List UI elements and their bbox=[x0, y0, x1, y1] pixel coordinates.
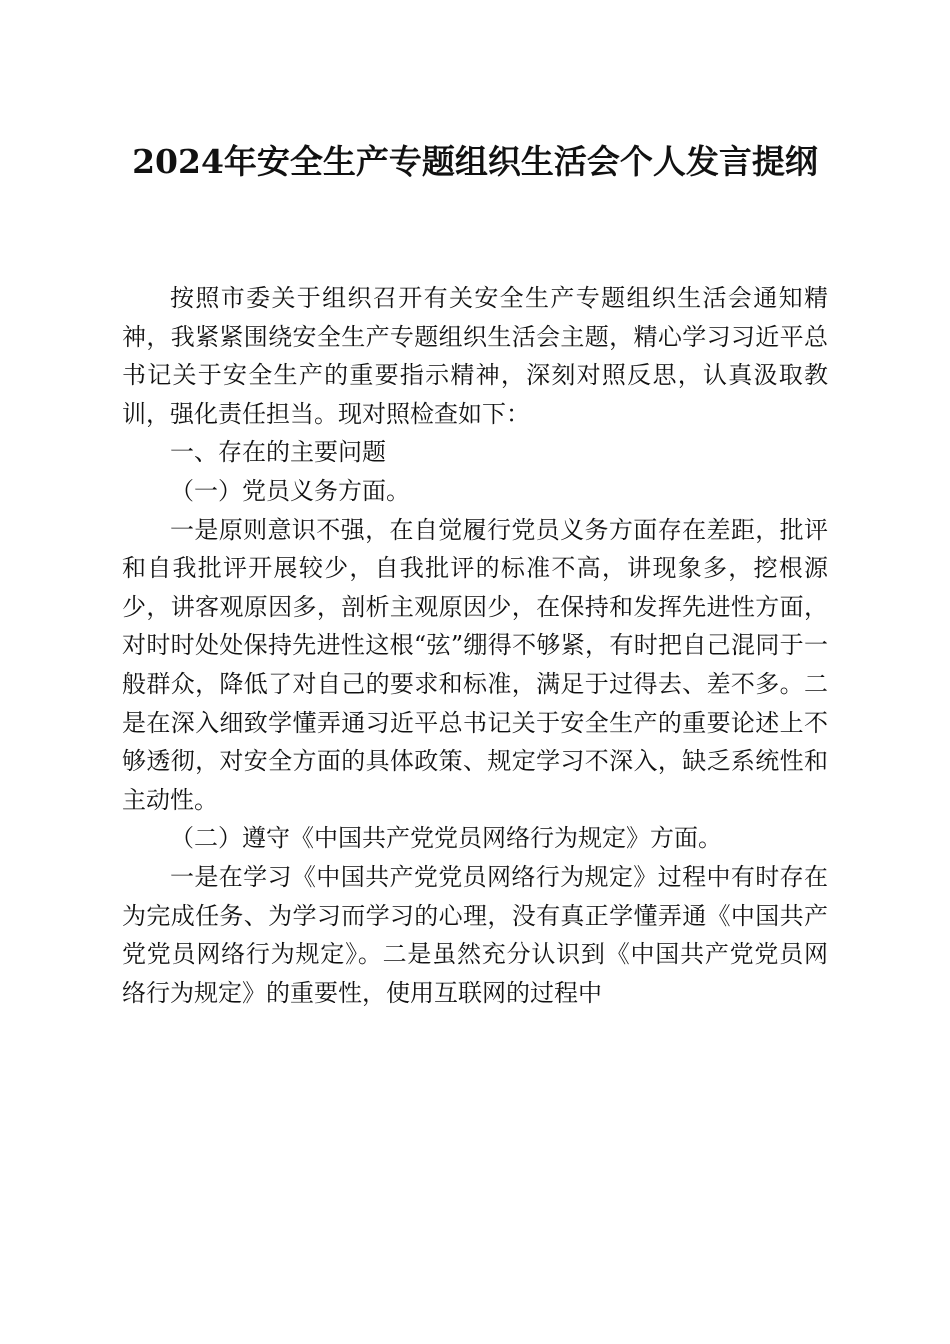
body-paragraph: 一是在学习《中国共产党党员网络行为规定》过程中有时存在为完成任务、为学习而学习的心理，没有真正学懂弄通《中国共产党党员网络行为规定》。二是虽然充分认识到《中国共产党党员网络行为规定》的重要性，使用互联网的过程中 bbox=[122, 862, 828, 1007]
intro-paragraph: 按照市委关于组织召开有关安全生产专题组织生活会通知精神，我紧紧围绕安全生产专题组织生活会主题，精心学习习近平总书记关于安全生产的重要指示精神，深刻对照反思，认真汲取教训，强化责任担当。现对照检查如下： bbox=[122, 284, 828, 428]
document-title: 2024年安全生产专题组织生活会个人发言提纲 bbox=[132, 142, 818, 181]
document-body bbox=[122, 279, 828, 1012]
body-paragraph: 一是原则意识不强，在自觉履行党员义务方面存在差距，批评和自我批评开展较少，自我批评的标准不高，讲现象多，挖根源少，讲客观原因多，剖析主观原因少，在保持和发挥先进性方面，对时时处处保持先进性这根“弦”绷得不够紧，有时把自己混同于一般群众，降低了对自己的要求和标准，满足于过得去、差不多。二是在深入细致学懂弄通习近平总书记关于安全生产的重要论述上不够透彻，对安全方面的具体政策、规定学习不深入，缺乏系统性和主动性。 bbox=[122, 515, 828, 814]
subsection-heading: （一）党员义务方面。 bbox=[170, 476, 410, 505]
section-heading: 一、存在的主要问题 bbox=[170, 438, 386, 467]
subsection-heading: （二）遵守《中国共产党党员网络行为规定》方面。 bbox=[170, 824, 722, 853]
